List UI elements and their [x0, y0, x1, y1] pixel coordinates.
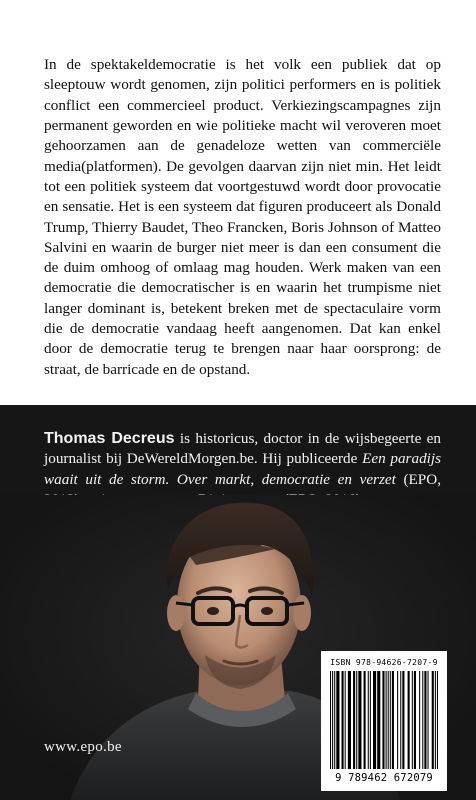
barcode-image — [329, 671, 439, 771]
barcode-bar — [424, 671, 426, 769]
barcode-bar — [388, 671, 389, 769]
author-name: Thomas Decreus — [44, 430, 175, 448]
barcode-bar — [342, 671, 344, 769]
barcode-bar — [390, 671, 391, 769]
barcode-bar — [364, 671, 366, 769]
barcode-bar — [356, 671, 357, 769]
barcode-bar — [408, 671, 410, 769]
publisher-website: www.epo.be — [44, 739, 122, 755]
barcode-bar — [358, 671, 361, 769]
barcode-bar — [432, 671, 434, 769]
barcode-bar — [348, 671, 351, 769]
barcode-bar — [373, 671, 376, 769]
barcode-digits: 9 789462 672079 — [335, 772, 433, 784]
barcode-bar — [414, 671, 416, 769]
barcode-bar — [334, 671, 335, 769]
barcode-bar — [377, 671, 380, 769]
barcode-bar — [345, 671, 346, 769]
barcode-bar — [397, 671, 398, 769]
barcode-bar — [400, 671, 401, 769]
barcode-label — [321, 651, 447, 791]
barcode-bar — [368, 671, 369, 769]
barcode-bar — [382, 671, 384, 769]
barcode-bar — [437, 671, 438, 769]
blurb-text: In de spektakeldemocratie is het volk een publiek dat op sleeptouw wordt genomen, zijn politici performers en is politiek conflict een commercieel product. Verkiezingscampagnes zijn permanent geworden en wie politieke macht wil veroveren moet gehoorzamen aan de genadeloze wetten van commerciële media(platformen). De gevolgen daarvan zijn niet min. Het leidt tot een politiek systeem dat voortgestuwd wordt door provocatie en sensatie. Het is een systeem dat figuren produceert als Donald Trump, Thierry Baudet, Theo Francken, Boris Johnson of Matteo Salvini en waarin de burger niet meer is dan een consument die de duim omhoog of omlaag mag houden. Werk maken van een democratie die democratischer is en waarin het trumpisme niet langer dominant is, betekent breken met de spectaculaire vorm die de democratie vandaag heeft aangenomen. Dat kan enkel door de democratie terug te brengen naar haar oorsprong: de straat, de barricade en de opstand. — [44, 56, 441, 378]
barcode-bar — [336, 671, 339, 769]
barcode-bar — [332, 671, 333, 769]
author-bio-part-1: is historicus, doctor in de wijsbegeerte en journalist bij DeWereldMorgen.be. Hij publiceerde — [44, 430, 442, 468]
barcode-bar — [428, 671, 429, 769]
barcode-bar — [370, 671, 371, 769]
barcode-bar — [392, 671, 394, 769]
barcode-bar — [412, 671, 413, 769]
barcode-bar — [386, 671, 387, 769]
author-bio-part-2: (EPO, — [403, 470, 441, 488]
barcode-bar — [353, 671, 355, 769]
barcode-bar — [435, 671, 436, 769]
book-title-1: Een paradijs waait uit de storm. Over markt, democratie en verzet — [44, 450, 442, 488]
barcode-bar — [330, 671, 331, 769]
barcode-bar — [422, 671, 423, 769]
isbn-number: ISBN 978-94626-7207-9 — [330, 658, 438, 667]
barcode-bar — [402, 671, 404, 769]
barcode-bar — [419, 671, 420, 769]
